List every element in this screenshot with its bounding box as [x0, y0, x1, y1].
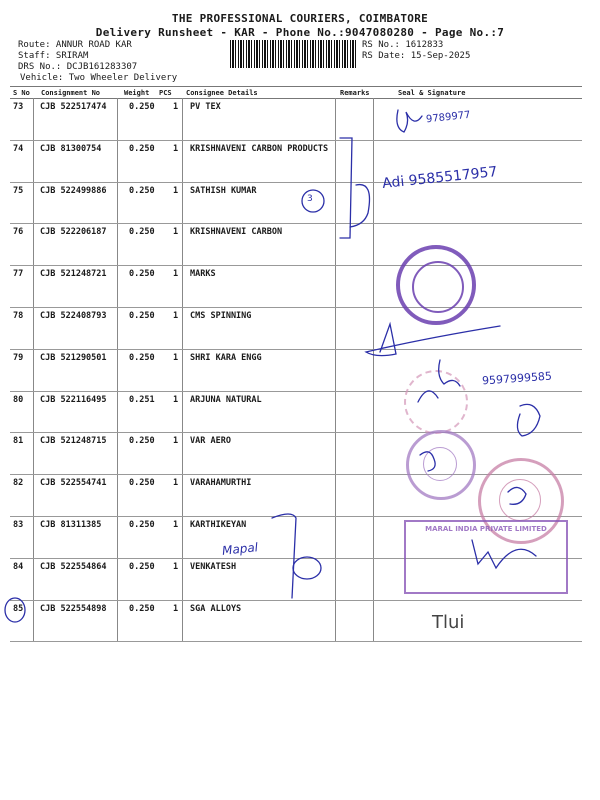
signature-79: [366, 324, 500, 356]
circled-sno-85: [5, 598, 25, 622]
runsheet-subtitle: Delivery Runsheet - KAR - Phone No.:9047080280 - Page No.:7: [95, 26, 505, 39]
row-sno: 85: [13, 603, 24, 614]
col-seal: Seal & Signature: [398, 89, 466, 97]
row-sno: 81: [13, 436, 24, 447]
row-weight: 0.250: [129, 436, 155, 447]
row-sno: 82: [13, 478, 24, 489]
row-weight: 0.250: [129, 185, 155, 196]
row-weight: 0.250: [129, 227, 155, 238]
row-consignee: MARKS: [190, 269, 216, 280]
row-sno: 79: [13, 352, 24, 363]
row-pcs: 1: [173, 561, 179, 572]
row-consignment-no: CJB 522517474: [40, 102, 107, 112]
bracket-84: [272, 514, 296, 598]
row-consignment-no: CJB 522554741: [40, 478, 107, 489]
row-sno: 76: [13, 227, 24, 238]
handwritten-phone-80: 9597999585: [481, 369, 553, 388]
row-weight: 0.250: [129, 102, 155, 112]
bracket-74-76: [340, 138, 352, 238]
signature-80: [439, 360, 460, 386]
handwritten-mapal: Mapal: [221, 540, 259, 558]
row-consignee: ARJUNA NATURAL: [190, 394, 262, 405]
row-sno: 78: [13, 311, 24, 321]
signature-81: [517, 404, 540, 436]
handwritten-tlui: Tlui: [432, 612, 465, 633]
row-consignment-no: CJB 521248715: [40, 436, 107, 447]
circled-note-75: [302, 190, 324, 212]
col-remarks: Remarks: [340, 89, 370, 97]
col-sno: S No: [13, 89, 30, 97]
row-consignment-no: CJB 522408793: [40, 311, 107, 321]
row-consignee: KARTHIKEYAN: [190, 520, 247, 530]
row-consignment-no: CJB 521290501: [40, 352, 107, 363]
row-consignee: VARAHAMURTHI: [190, 478, 252, 489]
row-consignee: CMS SPINNING: [190, 311, 252, 321]
drs-label: DRS No.: DCJB161283307: [18, 62, 138, 72]
row-pcs: 1: [173, 185, 179, 196]
row-consignee: VENKATESH: [190, 561, 237, 572]
row-consignee: KRISHNAVENI CARBON PRODUCTS: [190, 143, 329, 154]
row-sno: 74: [13, 143, 24, 154]
col-consignment: Consignment No: [41, 89, 101, 97]
round-stamp-sign: [508, 487, 526, 504]
row-pcs: 1: [173, 102, 179, 112]
circled-number-75: 3: [307, 194, 313, 204]
handwritten-phone-73: 9789977: [425, 109, 471, 126]
row-sno: 73: [13, 102, 24, 112]
row-sno: 75: [13, 185, 24, 196]
row-consignment-no: CJB 521248721: [40, 269, 107, 280]
row-pcs: 1: [173, 269, 179, 280]
row-weight: 0.250: [129, 603, 155, 614]
rs-date-label: RS Date: 15-Sep-2025: [362, 51, 471, 61]
row-consignee: KRISHNAVENI CARBON: [190, 227, 283, 238]
row-consignment-no: CJB 81311385: [40, 520, 102, 530]
col-weight: Weight: [124, 89, 150, 97]
row-pcs: 1: [173, 436, 179, 447]
row-consignment-no: CJB 522554898: [40, 603, 107, 614]
row-consignment-no: CJB 522116495: [40, 394, 107, 405]
row-pcs: 1: [173, 478, 179, 489]
circled-mark-84: [293, 557, 321, 579]
row-pcs: 1: [173, 143, 179, 154]
row-consignee: PV TEX: [190, 102, 221, 112]
row-sno: 83: [13, 520, 24, 530]
rs-no-label: RS No.: 1612833: [362, 40, 444, 50]
row-consignee: SHRI KARA ENGG: [190, 352, 262, 363]
signature-73: [397, 110, 422, 132]
company-title: THE PROFESSIONAL COURIERS, COIMBATORE: [171, 12, 429, 25]
row-pcs: 1: [173, 520, 179, 530]
col-pcs: PCS: [159, 89, 172, 97]
row-weight: 0.250: [129, 478, 155, 489]
var-aero-sign: [420, 452, 435, 471]
row-pcs: 1: [173, 311, 179, 321]
row-consignment-no: CJB 522206187: [40, 227, 107, 238]
row-sno: 77: [13, 269, 24, 280]
row-weight: 0.250: [129, 311, 155, 321]
signature-stamp-80: [418, 391, 438, 402]
row-pcs: 1: [173, 394, 179, 405]
row-consignment-no: CJB 81300754: [40, 143, 102, 154]
row-weight: 0.250: [129, 561, 155, 572]
row-consignee: SGA ALLOYS: [190, 603, 242, 614]
row-pcs: 1: [173, 352, 179, 363]
row-consignment-no: CJB 522499886: [40, 185, 107, 196]
row-pcs: 1: [173, 603, 179, 614]
row-consignment-no: CJB 522554864: [40, 561, 107, 572]
row-weight: 0.251: [129, 394, 155, 405]
row-weight: 0.250: [129, 352, 155, 363]
row-weight: 0.250: [129, 269, 155, 280]
row-consignee: SATHISH KUMAR: [190, 185, 257, 196]
bracket-75: [350, 185, 370, 227]
signature-83: [472, 540, 536, 568]
row-sno: 84: [13, 561, 24, 572]
row-consignee: VAR AERO: [190, 436, 231, 447]
row-weight: 0.250: [129, 520, 155, 530]
row-weight: 0.250: [129, 143, 155, 154]
col-consignee: Consignee Details: [186, 89, 258, 97]
route-label: Route: ANNUR ROAD KAR: [18, 40, 132, 50]
staff-label: Staff: SRIRAM: [18, 51, 89, 61]
maral-stamp-text: MARAL INDIA PRIVATE LIMITED: [425, 525, 547, 533]
row-sno: 80: [13, 394, 24, 405]
row-pcs: 1: [173, 227, 179, 238]
vehicle-label: Vehicle: Two Wheeler Delivery: [20, 73, 178, 83]
handwritten-name-75: Adi 9585517957: [381, 163, 499, 193]
